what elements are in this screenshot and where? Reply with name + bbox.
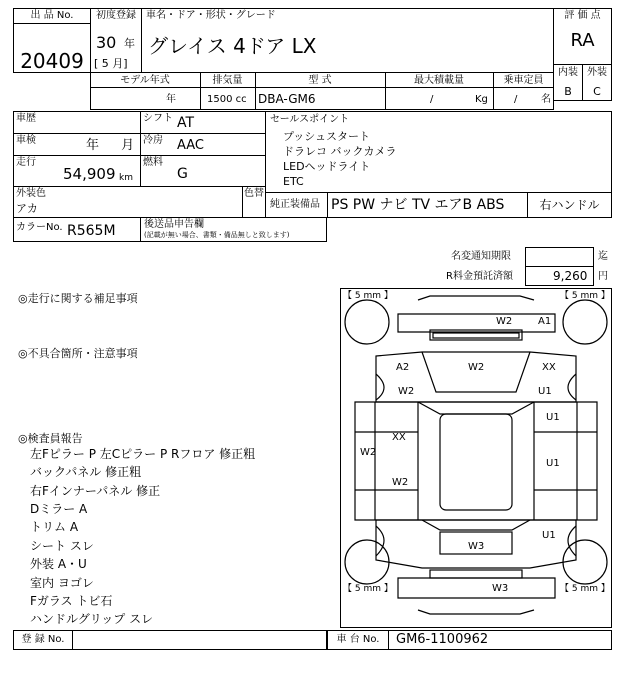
- inspection-value: 年 月: [86, 138, 135, 153]
- max-load-sep: /: [430, 94, 434, 105]
- inspector-item-4: Dミラー A: [30, 502, 88, 516]
- tire-front-right: [563, 300, 607, 344]
- front-wheel-arch-left: [376, 374, 384, 400]
- postal-label: 後送品申告欄: [144, 219, 204, 230]
- ac: AAC: [177, 138, 204, 153]
- inspector-item-5: トリム A: [30, 520, 79, 534]
- fuel: G: [177, 166, 188, 182]
- front-bumper-lip: [418, 296, 534, 300]
- recycle-unit: 円: [598, 271, 608, 282]
- lot-number: 20409: [20, 49, 84, 73]
- roof: [440, 414, 512, 510]
- first-reg-year-unit: 年: [124, 37, 135, 50]
- front-grille-inner: [433, 333, 519, 338]
- rear-plate: [430, 570, 522, 578]
- steering: 右ハンドル: [539, 198, 600, 212]
- lot-label: 出 品 No.: [30, 10, 74, 21]
- exterior-label: 外装: [587, 67, 607, 78]
- car-name: グレイス 4ドア LX: [148, 34, 317, 58]
- car-name-label: 車名・ドア・形状・グレード: [146, 10, 276, 21]
- cabin-outline: [355, 402, 597, 520]
- max-load-unit: Kg: [475, 94, 488, 105]
- rear-wheel-arch-right: [568, 526, 576, 556]
- color-no: R565M: [67, 223, 116, 239]
- inspection-label: 車検: [16, 135, 36, 146]
- model-year-label: モデル年式: [120, 75, 170, 86]
- postal-note: (記載が無い場合、書類・備品無しと致します): [144, 231, 290, 239]
- displacement-label: 排気量: [212, 75, 243, 86]
- shift: AT: [177, 115, 195, 131]
- color-no-label: カラーNo.: [16, 222, 63, 233]
- mark-fl-fender-w: W2: [398, 386, 415, 397]
- rear-bumper-lip: [418, 610, 534, 614]
- tire-depth-rear-right: 【 5 mm 】: [560, 584, 610, 594]
- chassis-label: 車 台 No.: [336, 634, 380, 645]
- displacement: 1500 cc: [207, 94, 247, 105]
- mark-trunk: W3: [468, 541, 485, 552]
- interior-grade: B: [564, 85, 572, 98]
- first-reg-month: [ 5 月]: [94, 57, 128, 70]
- inspector-item-2: バックパネル 修正粗: [30, 465, 142, 479]
- mark-hood: W2: [468, 362, 485, 373]
- rear-window: [422, 520, 530, 530]
- mileage-unit: km: [119, 173, 133, 183]
- mark-fr-fender: XX: [542, 362, 556, 373]
- mark-rear-bumper: W3: [492, 583, 509, 594]
- score-label: 評 価 点: [564, 10, 601, 21]
- rear-bumper-outline: [398, 578, 555, 598]
- driving-notes-label: ◎走行に関する補足事項: [18, 292, 138, 305]
- max-load-label: 最大積載量: [414, 75, 464, 86]
- first-reg-label: 初度登録: [96, 10, 136, 21]
- interior-label: 内装: [558, 67, 578, 78]
- inspector-item-7: 外装 A・U: [30, 557, 87, 571]
- tire-depth-front-right: 【 5 mm 】: [560, 291, 610, 301]
- equipment-label: 純正装備品: [270, 199, 320, 210]
- sales-points-label: セールスポイント: [270, 114, 350, 125]
- capacity-unit: 名: [541, 94, 551, 105]
- shift-label: シフト: [143, 113, 173, 124]
- transfer-unit: 迄: [598, 251, 608, 262]
- type-label: 型 式: [308, 75, 332, 86]
- mileage-label: 走行: [16, 157, 36, 168]
- chassis-no: GM6-1100962: [396, 632, 489, 647]
- tire-depth-front-left: 【 5 mm 】: [343, 291, 393, 301]
- recycle-amount: 9,260: [553, 269, 588, 283]
- exterior-grade: C: [593, 85, 601, 98]
- type-code: DBA-GM6: [258, 92, 316, 106]
- windshield: [418, 402, 534, 414]
- sales-point-3: LEDヘッドライト: [283, 160, 371, 173]
- transfer-label: 名変通知期限: [451, 251, 511, 262]
- reg-no-label: 登 録 No.: [21, 634, 65, 645]
- first-reg-year: 30: [96, 33, 117, 52]
- mark-rr-fender: U1: [542, 530, 556, 541]
- sales-point-4: ETC: [283, 175, 304, 188]
- score: RA: [570, 30, 595, 51]
- reg-no-value-cell: [72, 630, 327, 650]
- front-bumper-outline: [398, 314, 555, 332]
- fuel-label: 燃料: [143, 157, 163, 168]
- mark-fr-door: U1: [546, 412, 560, 423]
- mileage: 54,909: [63, 165, 116, 183]
- model-year-unit: 年: [166, 94, 176, 105]
- rear-wheel-arch-left: [376, 526, 384, 556]
- inspector-item-6: シート スレ: [30, 539, 94, 553]
- ext-color-label: 外装色: [16, 188, 46, 199]
- defects-label: ◎不具合箇所・注意事項: [18, 347, 138, 360]
- mark-fr-fender-u: U1: [538, 386, 552, 397]
- mark-front-bumper-w: W2: [496, 316, 513, 327]
- sales-point-2: ドラレコ バックカメラ: [283, 145, 397, 158]
- mark-fl-fender-a: A2: [396, 362, 410, 373]
- inspector-item-1: 左Fピラー P 左Cピラー P Rフロア 修正粗: [30, 447, 256, 461]
- inspector-item-3: 右Fインナーパネル 修正: [30, 484, 161, 498]
- mark-left-sill: W2: [360, 447, 377, 458]
- mark-rl-door: W2: [392, 477, 409, 488]
- ext-color: アカ: [16, 202, 38, 215]
- inspector-label: ◎検査員報告: [18, 432, 83, 445]
- history-label: 車歴: [16, 113, 36, 124]
- inspector-item-9: Fガラス トビ石: [30, 594, 113, 608]
- mark-front-bumper-a: A1: [538, 316, 552, 327]
- recycle-label: R料金預託済額: [446, 271, 513, 282]
- sales-point-1: プッシュスタート: [283, 130, 371, 143]
- capacity-label: 乗車定員: [503, 75, 544, 86]
- inspector-item-10: ハンドルグリップ スレ: [30, 612, 154, 626]
- equipment: PS PW ナビ TV エアB ABS: [331, 197, 505, 213]
- tire-front-left: [345, 300, 389, 344]
- mark-rr-door: U1: [546, 458, 560, 469]
- ac-label: 冷房: [143, 135, 163, 146]
- mark-fl-door: XX: [392, 432, 406, 443]
- inspector-item-8: 室内 ヨゴレ: [30, 576, 94, 590]
- front-wheel-arch-right: [568, 374, 576, 400]
- tire-depth-rear-left: 【 5 mm 】: [343, 584, 393, 594]
- capacity-sep: /: [514, 94, 518, 105]
- color-change-label: 色替: [244, 188, 264, 199]
